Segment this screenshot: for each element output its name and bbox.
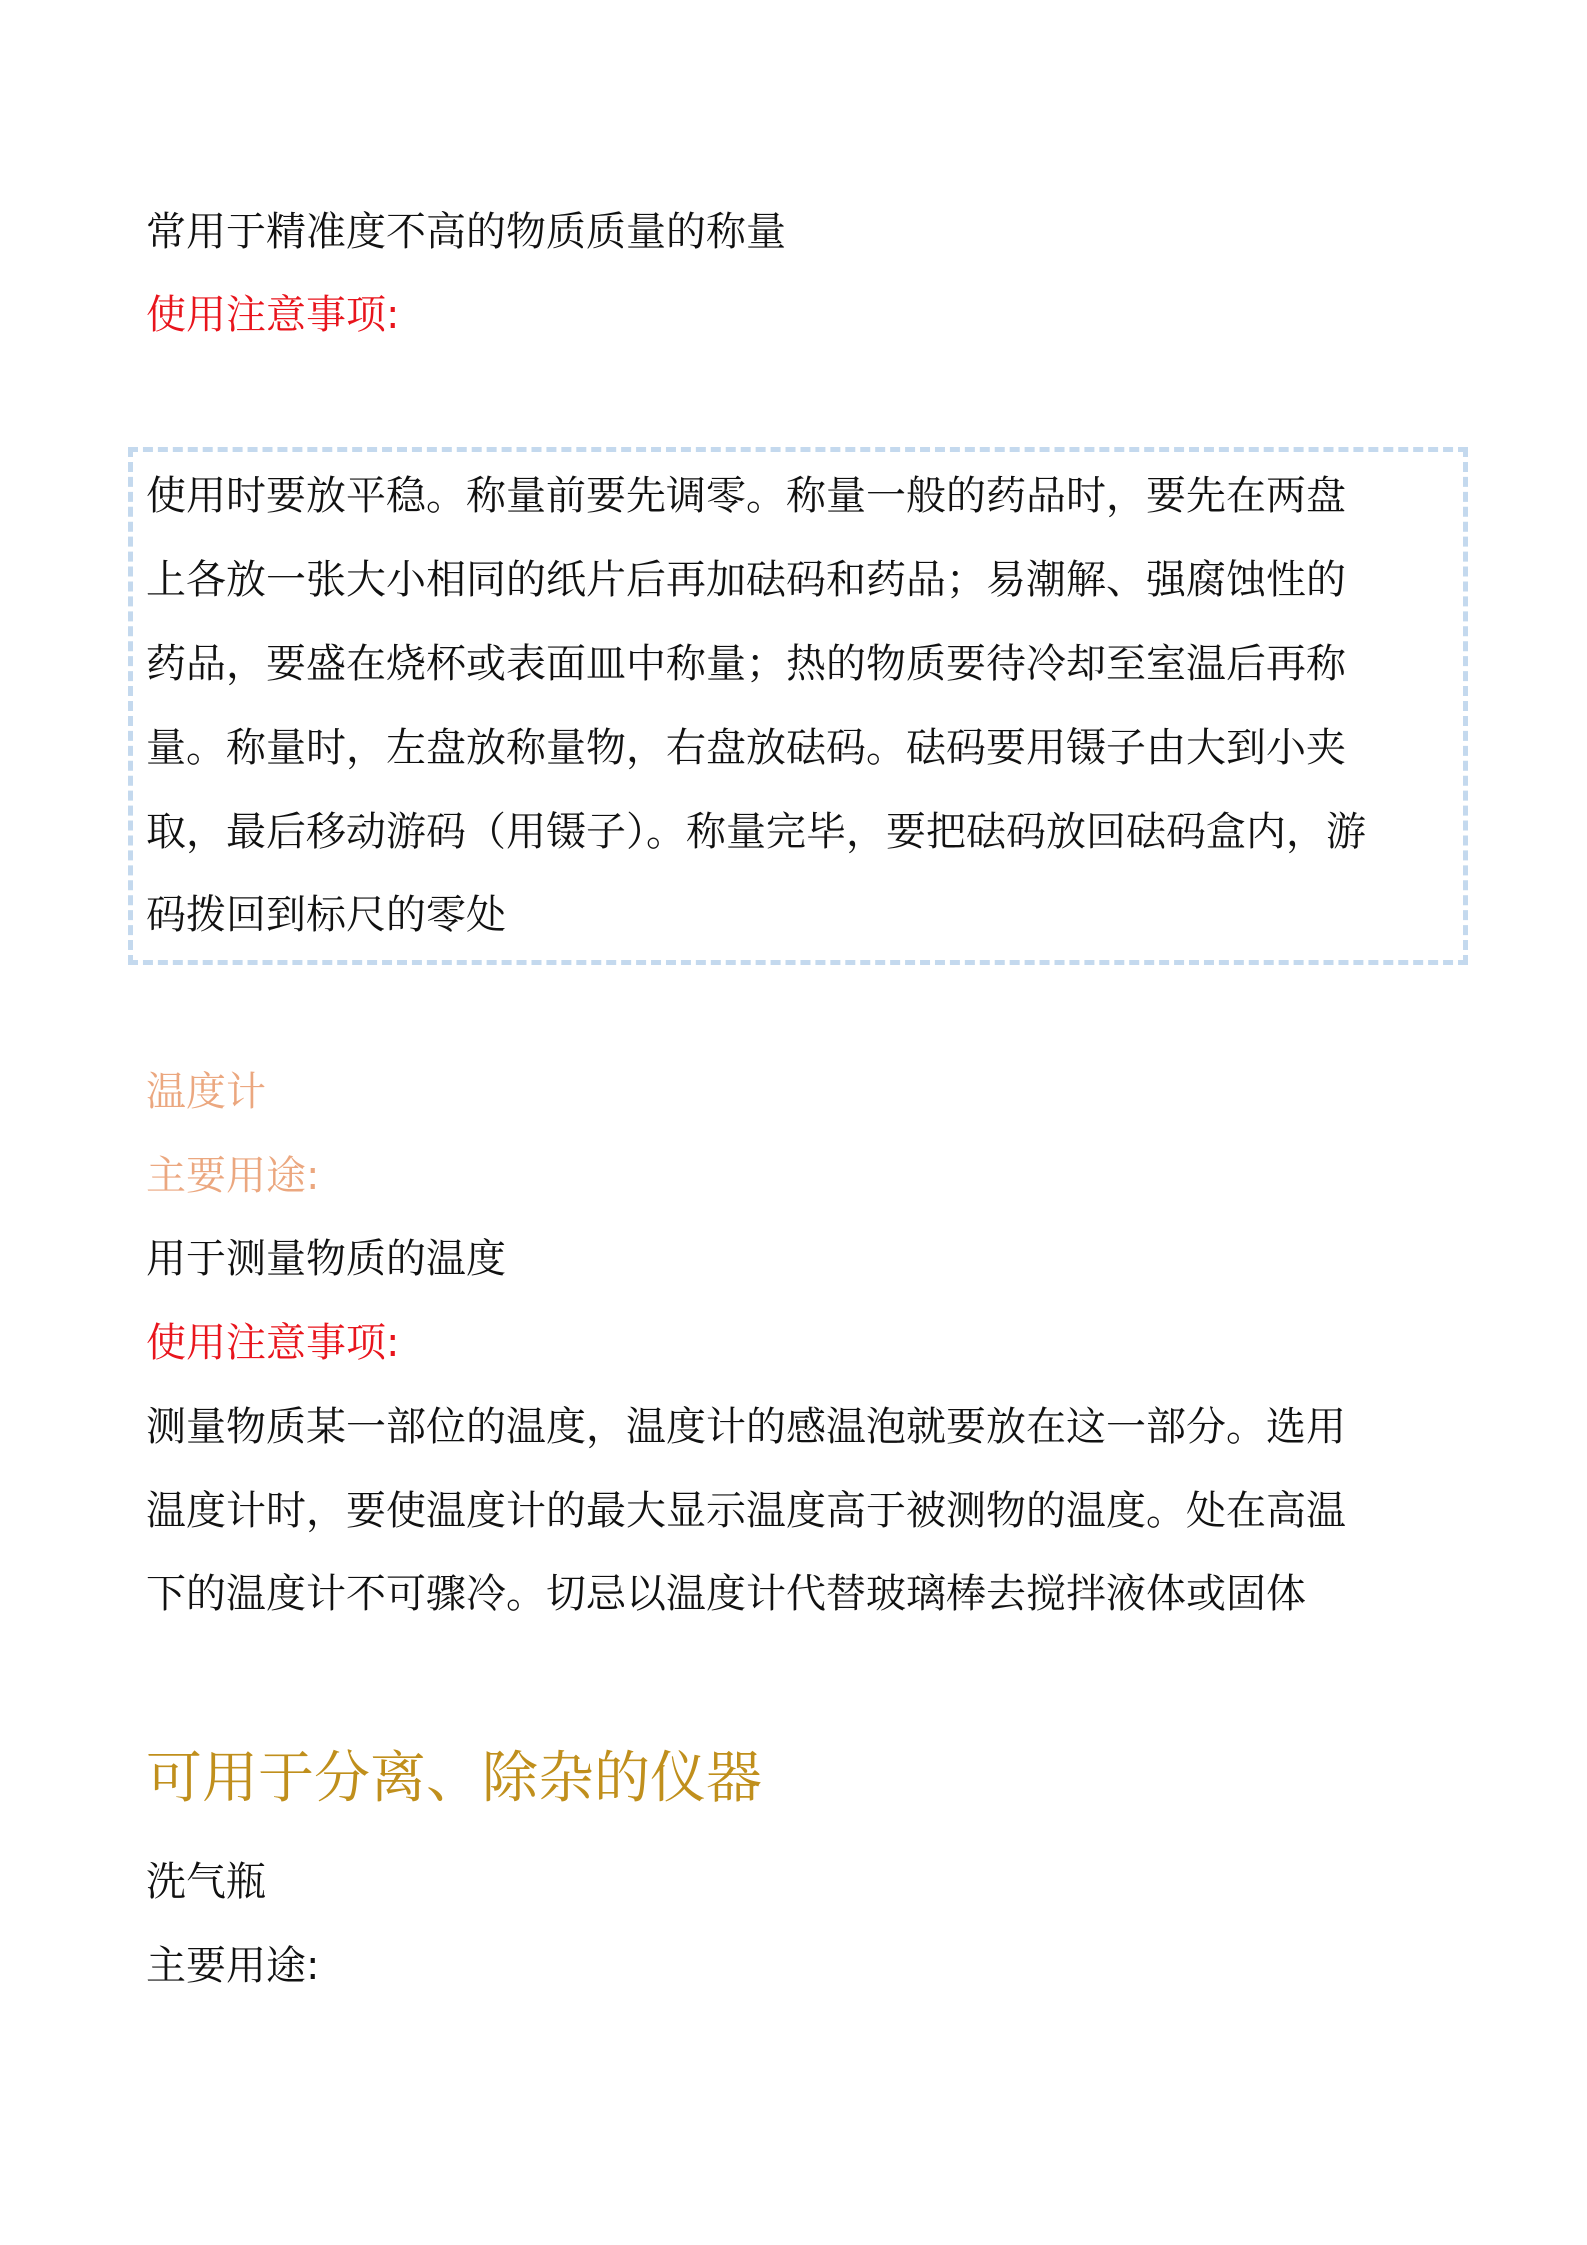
balance-usage-text: 常用于精准度不高的物质质量的称量	[146, 209, 786, 255]
thermometer-name: 温度计	[146, 1069, 266, 1115]
balance-notes-line-2: 上各放一张大小相同的纸片后再加砝码和药品；易潮解、强腐蚀性的	[146, 557, 1346, 603]
wash-bottle-name: 洗气瓶	[146, 1859, 266, 1905]
thermometer-usage-label: 主要用途:	[146, 1153, 320, 1199]
balance-notes-label: 使用注意事项:	[146, 292, 400, 338]
balance-notes-line-3: 药品，要盛在烧杯或表面皿中称量；热的物质要待冷却至室温后再称	[146, 641, 1346, 687]
thermometer-notes-line-2: 温度计时，要使温度计的最大显示温度高于被测物的温度。处在高温	[146, 1488, 1346, 1534]
thermometer-notes-line-3: 下的温度计不可骤冷。切忌以温度计代替玻璃棒去搅拌液体或固体	[146, 1571, 1306, 1617]
thermometer-usage-text: 用于测量物质的温度	[146, 1236, 506, 1282]
balance-notes-line-6: 码拨回到标尺的零处	[146, 892, 506, 938]
balance-notes-line-1: 使用时要放平稳。称量前要先调零。称量一般的药品时，要先在两盘	[146, 473, 1346, 519]
thermometer-notes-label: 使用注意事项:	[146, 1320, 400, 1366]
thermometer-notes-line-1: 测量物质某一部位的温度，温度计的感温泡就要放在这一部分。选用	[146, 1404, 1346, 1450]
wash-bottle-usage-label: 主要用途:	[146, 1943, 320, 1989]
balance-notes-box	[128, 447, 1468, 965]
separation-section-heading: 可用于分离、除杂的仪器	[146, 1746, 762, 1811]
balance-notes-line-4: 量。称量时，左盘放称量物，右盘放砝码。砝码要用镊子由大到小夹	[146, 725, 1346, 771]
balance-notes-line-5: 取，最后移动游码（用镊子）。称量完毕，要把砝码放回砝码盒内，游	[146, 809, 1366, 855]
